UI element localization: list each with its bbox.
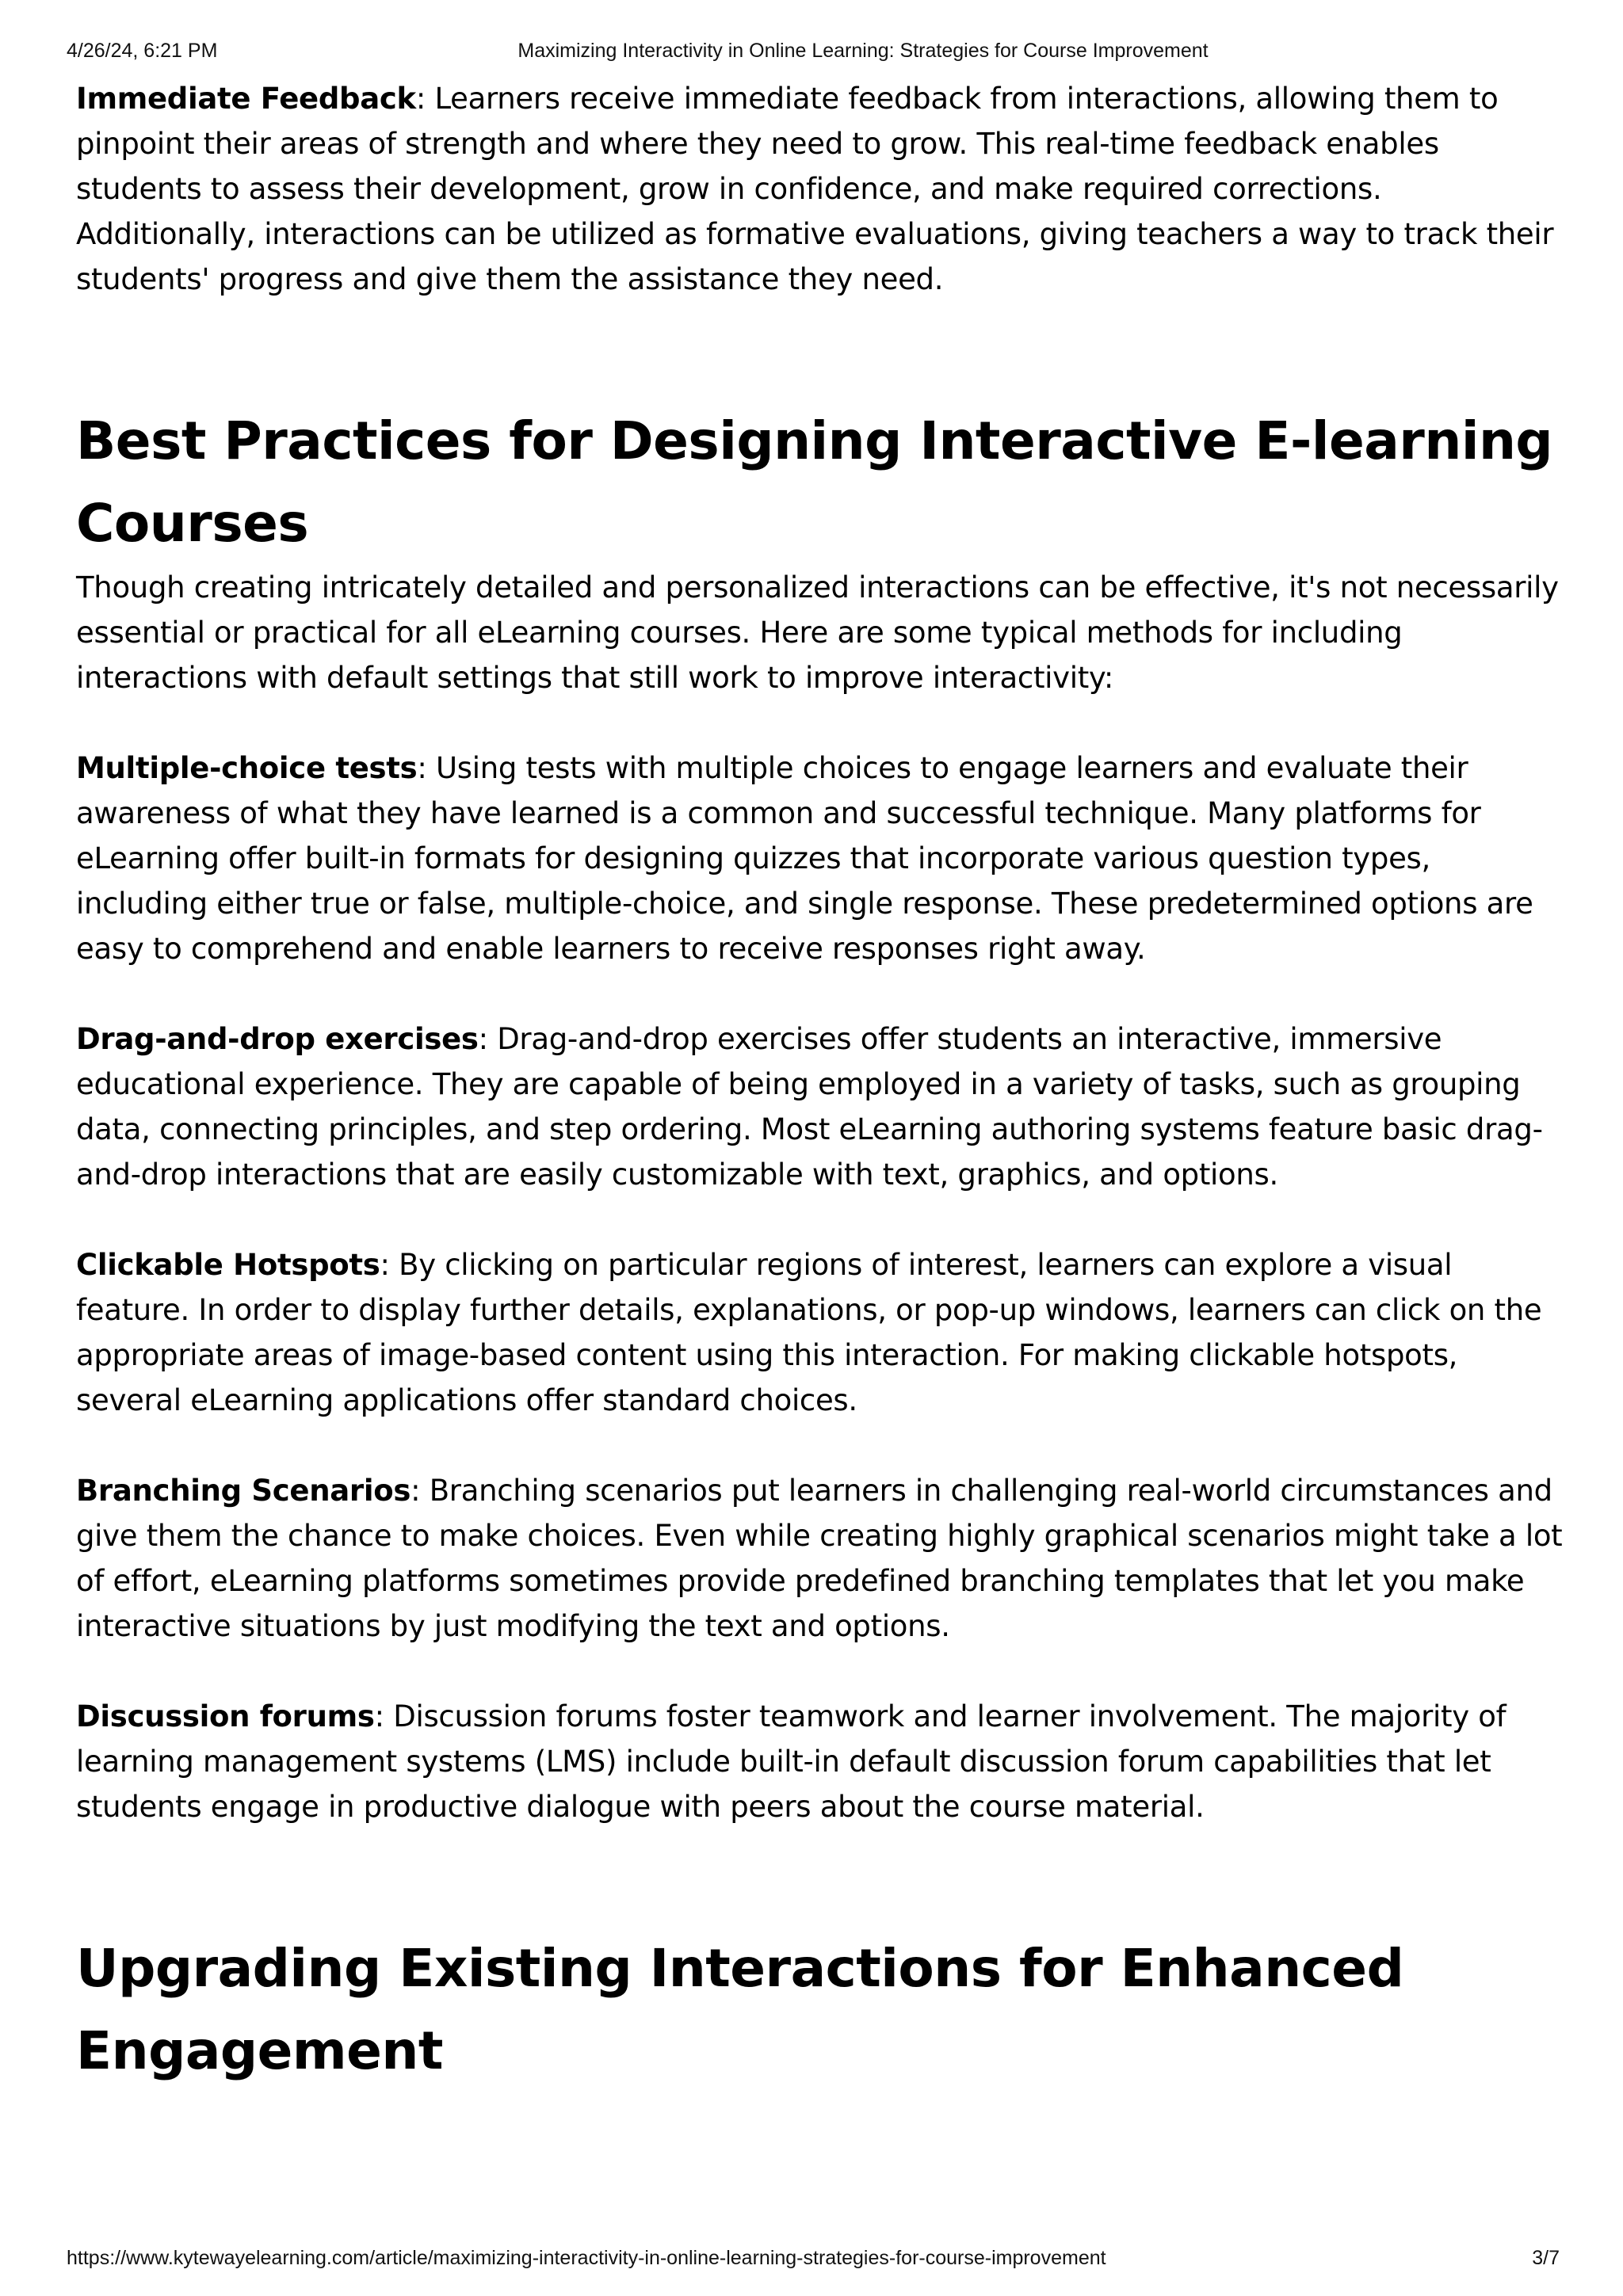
practice-term: Branching Scenarios [76, 1474, 411, 1508]
spacer [76, 700, 1566, 746]
page-url: https://www.kytewayelearning.com/article/maximizing-interactivity-in-online-learning-strategies-for-course-improvement [67, 2247, 1106, 2269]
practice-text: : Branching scenarios put learners in challenging real-world circumstances and give them the chance to make choices. Even while creating highly graphical scenarios might take a lot of effort, eLearning platforms sometimes provide predefined branching templates that let you make interactive situations by just modifying the text and options. [76, 1474, 1563, 1643]
practice-branching-scenarios [76, 1468, 1566, 1649]
best-practices-heading: Best Practices for Designing Interactive E-learning Courses [76, 410, 1553, 554]
practice-term: Multiple-choice tests [76, 751, 418, 785]
practice-text: : Drag-and-drop exercises offer students an interactive, immersive educational experience. They are capable of being employed in a variety of tasks, such as grouping data, connecting principles, and step ordering. Most eLearning authoring systems feature basic drag-and-drop interactions that are easily customizable with text, graphics, and options. [76, 1022, 1543, 1192]
practice-drag-and-drop [76, 1016, 1566, 1197]
best-practices-intro: Though creating intricately detailed and personalized interactions can be effective, it's not necessarily essential or practical for all eLearning courses. Here are some typical methods for including interactions with default settings that still work to improve interactivity: [76, 570, 1559, 695]
spacer [76, 1649, 1566, 1694]
practice-multiple-choice [76, 746, 1566, 971]
practice-clickable-hotspots [76, 1242, 1566, 1423]
immediate-feedback-text: : Learners receive immediate feedback from interactions, allowing them to pinpoint their areas of strength and where they need to grow. This real-time feedback enables students to assess their development, grow in confidence, and make required corrections. Additionally, interactions can be utilized as formative evaluations, giving teachers a way to track their students' progress and give them the assistance they need. [76, 82, 1554, 296]
practice-text: : Using tests with multiple choices to engage learners and evaluate their awareness of what they have learned is a common and successful technique. Many platforms for eLearning offer built-in formats for designing quizzes that incorporate various question types, including either true or false, multiple-choice, and single response. These predetermined options are easy to comprehend and enable learners to receive responses right away. [76, 751, 1533, 966]
immediate-feedback-paragraph [76, 76, 1566, 302]
practice-text: : By clicking on particular regions of interest, learners can explore a visual feature. In order to display further details, explanations, or pop-up windows, learners can click on the appropriate areas of image-based content using this interaction. For making clickable hotspots, several eLearning applications offer standard choices. [76, 1248, 1542, 1417]
spacer [76, 1829, 1566, 1928]
print-datetime: 4/26/24, 6:21 PM [67, 40, 218, 62]
practice-text: : Discussion forums foster teamwork and learner involvement. The majority of learning management systems (LMS) include built-in default discussion forum capabilities that let students engage in productive dialogue with peers about the course material. [76, 1699, 1507, 1824]
immediate-feedback-term: Immediate Feedback [76, 82, 416, 116]
practice-term: Clickable Hotspots [76, 1248, 380, 1282]
practice-term: Drag-and-drop exercises [76, 1022, 479, 1056]
print-doc-title: Maximizing Interactivity in Online Learning: Strategies for Course Improvement [517, 40, 1209, 62]
practice-term: Discussion forums [76, 1699, 375, 1733]
practice-discussion-forums [76, 1694, 1566, 1829]
spacer [76, 1197, 1566, 1242]
upgrading-heading: Upgrading Existing Interactions for Enhanced Engagement [76, 1938, 1404, 2081]
spacer [76, 302, 1566, 400]
article-content [76, 76, 1566, 2092]
spacer [76, 1423, 1566, 1468]
print-header [0, 40, 1623, 63]
page-number: 3/7 [1532, 2247, 1560, 2269]
spacer [76, 971, 1566, 1016]
print-footer [0, 2247, 1623, 2271]
